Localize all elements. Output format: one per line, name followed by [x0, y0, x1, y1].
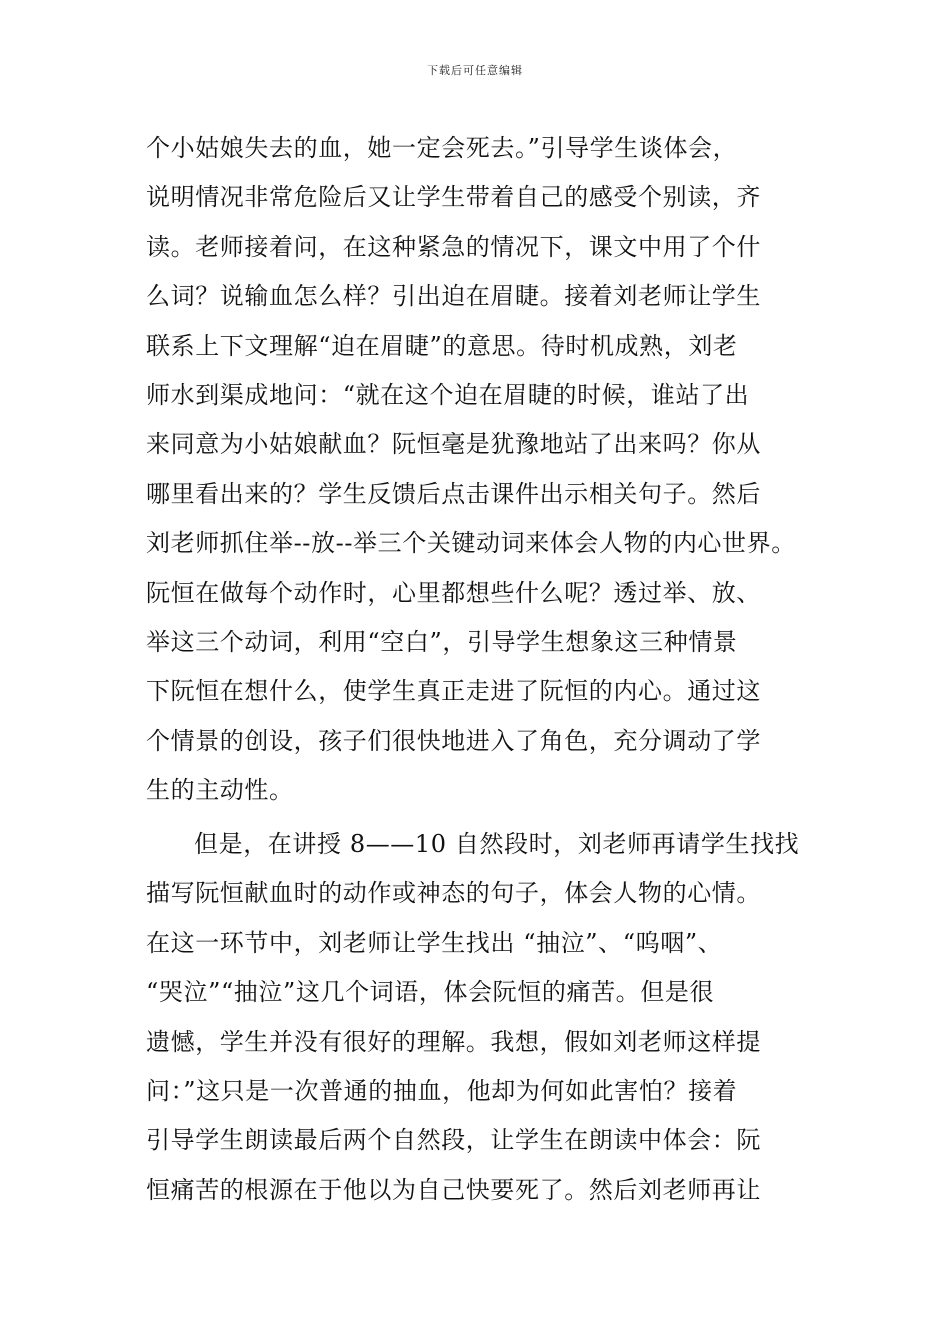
text-line: 读。老师接着问，在这种紧急的情况下，课文中用了个什: [146, 232, 761, 261]
text-line: 问：”这只是一次普通的抽血，他却为何如此害怕？接着: [146, 1076, 738, 1105]
text-line: 么词？说输血怎么样？引出迫在眉睫。接着刘老师让学生: [146, 282, 761, 311]
page-header: 下载后可任意编辑: [427, 64, 523, 77]
text-line: “哭泣”“抽泣”这几个词语，体会阮恒的痛苦。但是很: [146, 978, 715, 1007]
text-line: 个情景的创设，孩子们很快地进入了角色，充分调动了学: [146, 726, 761, 755]
text-line: 引导学生朗读最后两个自然段，让学生在朗读中体会：阮: [146, 1126, 761, 1155]
text-line: 描写阮恒献血时的动作或神态的句子，体会人物的心情。: [146, 879, 761, 908]
text-line: 下阮恒在想什么，使学生真正走进了阮恒的内心。通过这: [146, 677, 761, 706]
text-line: 哪里看出来的？学生反馈后点击课件出示相关句子。然后: [146, 479, 761, 508]
text-line: 遗憾，学生并没有很好的理解。我想，假如刘老师这样提: [146, 1027, 761, 1056]
text-line: 师水到渠成地问：“就在这个迫在眉睫的时候，谁站了出: [146, 380, 750, 409]
text-line: 来同意为小姑娘献血？阮恒毫是犹豫地站了出来吗？你从: [146, 430, 761, 459]
text-line: 联系上下文理解“迫在眉睫”的意思。待时机成熟，刘老: [146, 331, 738, 360]
text-line: 刘老师抓住举--放--举三个关键动词来体会人物的内心世界。: [146, 529, 796, 558]
paragraph-1: [146, 124, 806, 815]
text-line: 恒痛苦的根源在于他以为自己快要死了。然后刘老师再让: [146, 1175, 761, 1204]
text-line: 生的主动性。: [146, 776, 294, 805]
text-line: 在这一环节中，刘老师让学生找出 “抽泣”、“呜咽”、: [146, 928, 723, 957]
paragraph-2: [146, 820, 806, 1215]
text-line: 举这三个动词，利用“空白”，引导学生想象这三种情景: [146, 627, 738, 656]
text-line: 但是，在讲授 8——10 自然段时，刘老师再请学生找找: [194, 830, 800, 858]
text-line: 说明情况非常危险后又让学生带着自己的感受个别读，齐: [146, 183, 761, 212]
text-line: 个小姑娘失去的血，她一定会死去。”引导学生谈体会，: [146, 134, 738, 162]
text-line: 阮恒在做每个动作时，心里都想些什么呢？透过举、放、: [146, 578, 761, 607]
